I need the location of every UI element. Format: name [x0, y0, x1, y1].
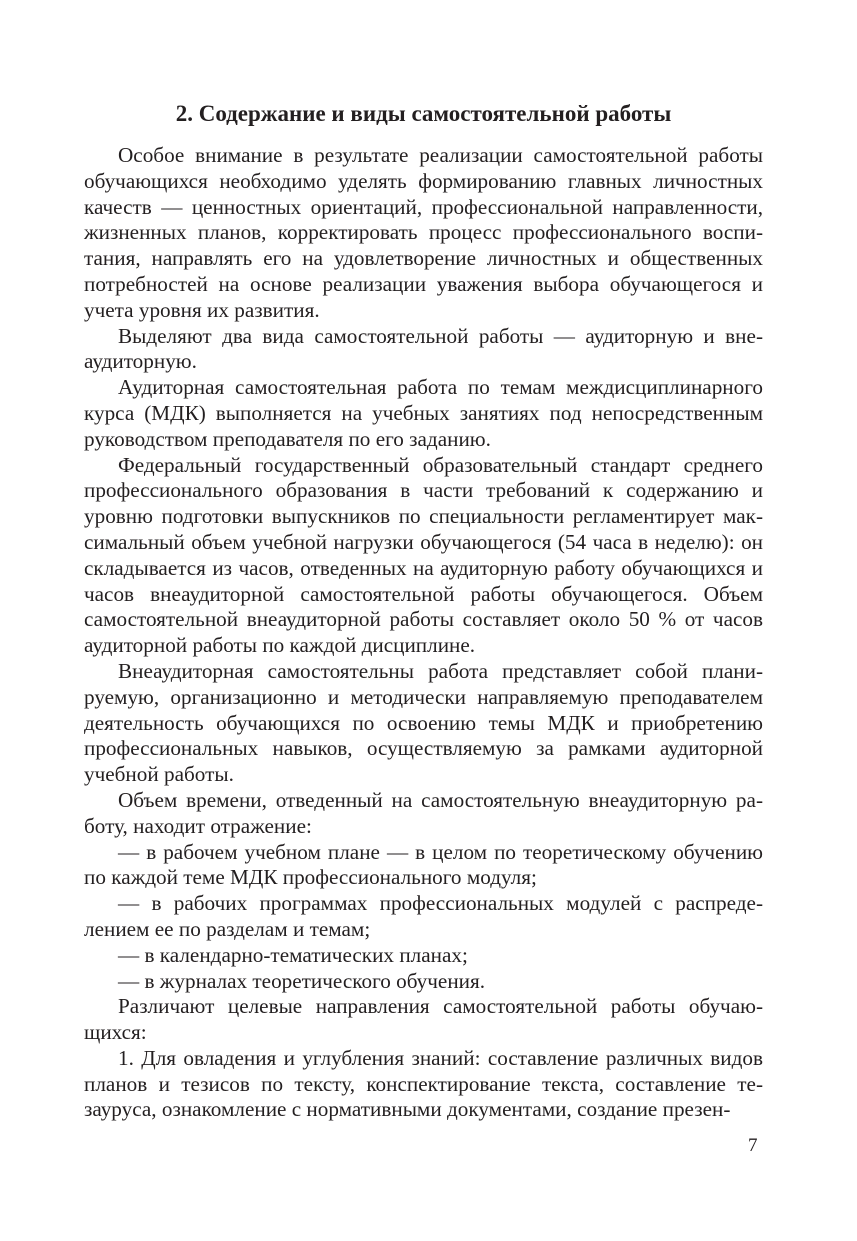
paragraph-2: Выделяют два вида самостоятельной работы — аудиторную и внеаудиторную.	[84, 323, 763, 374]
list-item-1: — в рабочем учебном плане — в целом по теоретическому обучению по каждой теме МДК профессионального модуля;	[84, 839, 763, 890]
list-item-4: — в журналах теоретического обучения.	[118, 968, 486, 993]
paragraph-4: Федеральный государственный образовательный стандарт среднего профессионального образования в части требований к содержанию и уровню подготовки выпускников по специальности регламентирует максимальный объем учебной нагрузки обучающегося (54 часа в неделю): он складывается из часов, отведенных на аудиторную работу обучающихся и часов внеаудиторной самостоятельной работы обучающегося. Объем самостоятельной внеаудиторной работы составляет около 50 % от часов аудиторной работы по каждой дисциплине.	[84, 452, 763, 658]
numbered-item-1: 1. Для овладения и углубления знаний: составление различных видов планов и тезисов по тексту, конспектирование текста, составление тезауруса, ознакомление с нормативными документами, создание презен-	[84, 1045, 763, 1122]
paragraph-7: Различают целевые направления самостоятельной работы обучающихся:	[84, 994, 763, 1045]
paragraph-3: Аудиторная самостоятельная работа по темам междисциплинарного курса (МДК) выполняется на учебных занятиях под непосредственным руководством преподавателя по его заданию.	[84, 375, 763, 451]
paragraph-1: Особое внимание в результате реализации самостоятельной работы обучающихся необходимо уделять формированию главных личностных качеств — ценностных ориентаций, профессиональной направленности, жизненных планов, корректировать процесс профессионального воспитания, направлять его на удовлетворение личностных и общественных потребностей на основе реализации уважения выбора обучающегося и учета уровня их развития.	[84, 143, 763, 322]
document-page	[84, 97, 763, 1123]
list-item-3: — в календарно-тематических планах;	[118, 942, 468, 967]
page-number: 7	[748, 1135, 758, 1156]
list-item-2: — в рабочих программах профессиональных модулей с распределением ее по разделам и темам;	[84, 891, 763, 941]
paragraph-5: Внеаудиторная самостоятельны работа представляет собой планируемую, организационно и методически направляемую преподавателем деятельность обучающихся по освоению темы МДК и приобретению профессиональных навыков, осуществляемую за рамками аудиторной учебной работы.	[84, 658, 763, 787]
paragraph-6: Объем времени, отведенный на самостоятельную внеаудиторную работу, находит отражение:	[84, 787, 763, 838]
section-heading: 2. Содержание и виды самостоятельной работы	[175, 101, 672, 126]
